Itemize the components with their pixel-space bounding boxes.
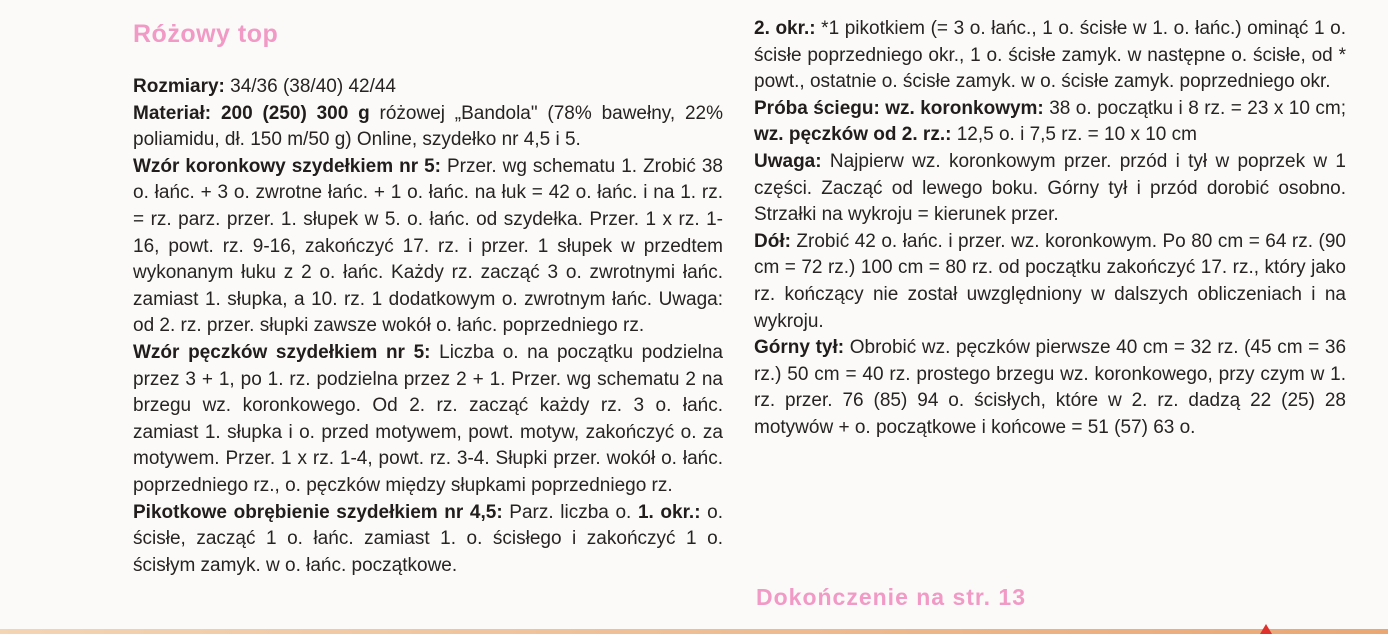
sizes-paragraph (133, 74, 723, 101)
material-paragraph (133, 101, 723, 154)
upper-back-text: Obrobić wz. pęczków pierwsze 40 cm = 32 rz. (45 cm = 36 rz.) 50 cm = 40 rz. prostego brzegu wz. koronkowego, przy czym w 1. rz. przer. 76 (85) 94 o. ścisłych, które w 2. rz. dadzą 22 (25) 28 motywów + o. początkowe i końcowe = 51 (57) 63 o. (754, 337, 1347, 438)
right-column (754, 16, 1346, 442)
gauge-paragraph (754, 96, 1346, 149)
bottom-paragraph (754, 229, 1346, 335)
picot-round1-label: 1. okr.: (637, 501, 701, 523)
cluster-pattern-paragraph (133, 340, 723, 500)
note-paragraph (754, 149, 1346, 229)
cluster-pattern-text: Liczba o. na początku podzielna przez 3 + 1, po 1. rz. podzielna przez 2 + 1. Przer. wg schematu 2 na brzegu wz. koronkowego. Od 2. rz. zacząć każdy rz. 3 o. łańc. zamiast 1. słupka i o. przed motywem, powt. motyw, zakończyć o. za motywem. Przer. 1 x rz. 1-4, powt. rz. 3-4. Słupki przer. wokół o. łańc. poprzedniego rz., o. pęczków między słupkami poprzedniego rz. (133, 341, 723, 496)
lace-pattern-label: Wzór koronkowy szydełkiem nr 5: (133, 155, 441, 177)
gauge-label: Próba ściegu: wz. koronkowym: (754, 97, 1044, 119)
gauge-text: 38 o. początku i 8 rz. = 23 x 10 cm; (1043, 97, 1346, 119)
picot-edging-paragraph (133, 500, 723, 580)
material-label: Materiał: 200 (250) 300 g (133, 102, 370, 124)
picot-round2-text: *1 pikotkiem (= 3 o. łańc., 1 o. ścisłe w 1. o. łańc.) ominąć 1 o. ścisłe poprzedniego okr., 1 o. ścisłe zamyk. w następne o. ścisłe, od * powt., ostatnie o. ścisłe zamyk. w o. ścisłe zamyk. poprzedniego okr. (754, 18, 1346, 93)
corner-triangle-icon (1260, 624, 1272, 634)
bottom-label: Dół: (754, 230, 791, 252)
lace-pattern-paragraph (133, 154, 723, 340)
picot-edging-label: Pikotkowe obrębienie szydełkiem nr 4,5: (133, 501, 503, 523)
gauge-label-2: wz. pęczków od 2. rz.: (754, 124, 952, 146)
gauge-text-2: 12,5 o. i 7,5 rz. = 10 x 10 cm (951, 124, 1197, 146)
left-column (133, 74, 723, 579)
upper-back-paragraph (754, 335, 1346, 441)
picot-edging-text: Parz. liczba o. (502, 501, 632, 523)
sizes-text: 34/36 (38/40) 42/44 (224, 76, 396, 97)
note-label: Uwaga: (754, 150, 822, 172)
note-text: Najpierw wz. koronkowym przer. przód i tył w poprzek w 1 części. Zacząć od lewego boku. Górny tył i przód dorobić osobno. Strzałki na wykroju = kierunek przer. (754, 150, 1346, 226)
upper-back-label: Górny tył: (754, 337, 845, 359)
lace-pattern-text: Przer. wg schematu 1. Zrobić 38 o. łańc. + 3 o. zwrotne łańc. + 1 o. łańc. na łuk = 42 o. łańc. i na 1. rz. = rz. parz. przer. 1. słupek w 5. o. łańc. od szydełka. Przer. 1 x rz. 1-16, powt. rz. 9-16, zakończyć 17. rz. i przer. 1 słupek w przedtem wykonanym łuku z 2 o. łańc. Każdy rz. zacząć 3 o. zwrotnymi łańc. zamiast 1. słupka, a 10. rz. 1 dodatkowym o. zwrotnym łańc. Uwaga: od 2. rz. przer. słupki zawsze wokół o. łańc. poprzedniego rz. (133, 155, 723, 337)
cluster-pattern-label: Wzór pęczków szydełkiem nr 5: (133, 341, 431, 363)
picot-round1-text: o. ścisłe, zacząć 1 o. łańc. zamiast 1. o. ścisłego i zakończyć 1 o. ścisłym zamyk. w o. łańc. początkowe. (133, 501, 723, 576)
sizes-label: Rozmiary: (133, 76, 225, 97)
continued-note: Dokończenie na str. 13 (756, 584, 1026, 610)
picot-round2-label: 2. okr.: (754, 18, 816, 39)
material-text: różowej „Bandola" (78% bawełny, 22% poliamidu, dł. 150 m/50 g) Online, szydełko nr 4,5 i 5. (133, 102, 723, 151)
bottom-text: Zrobić 42 o. łańc. i przer. wz. koronkowym. Po 80 cm = 64 rz. (90 cm = 72 rz.) 100 cm = 80 rz. od początku zakończyć 17. rz., który jako rz. kończący nie został uwzględniony w dalszych obliczeniach i na wykroju. (754, 230, 1346, 332)
picot-round2-paragraph (754, 16, 1346, 96)
page-title: Różowy top (133, 20, 279, 48)
bottom-rule (0, 629, 1388, 634)
